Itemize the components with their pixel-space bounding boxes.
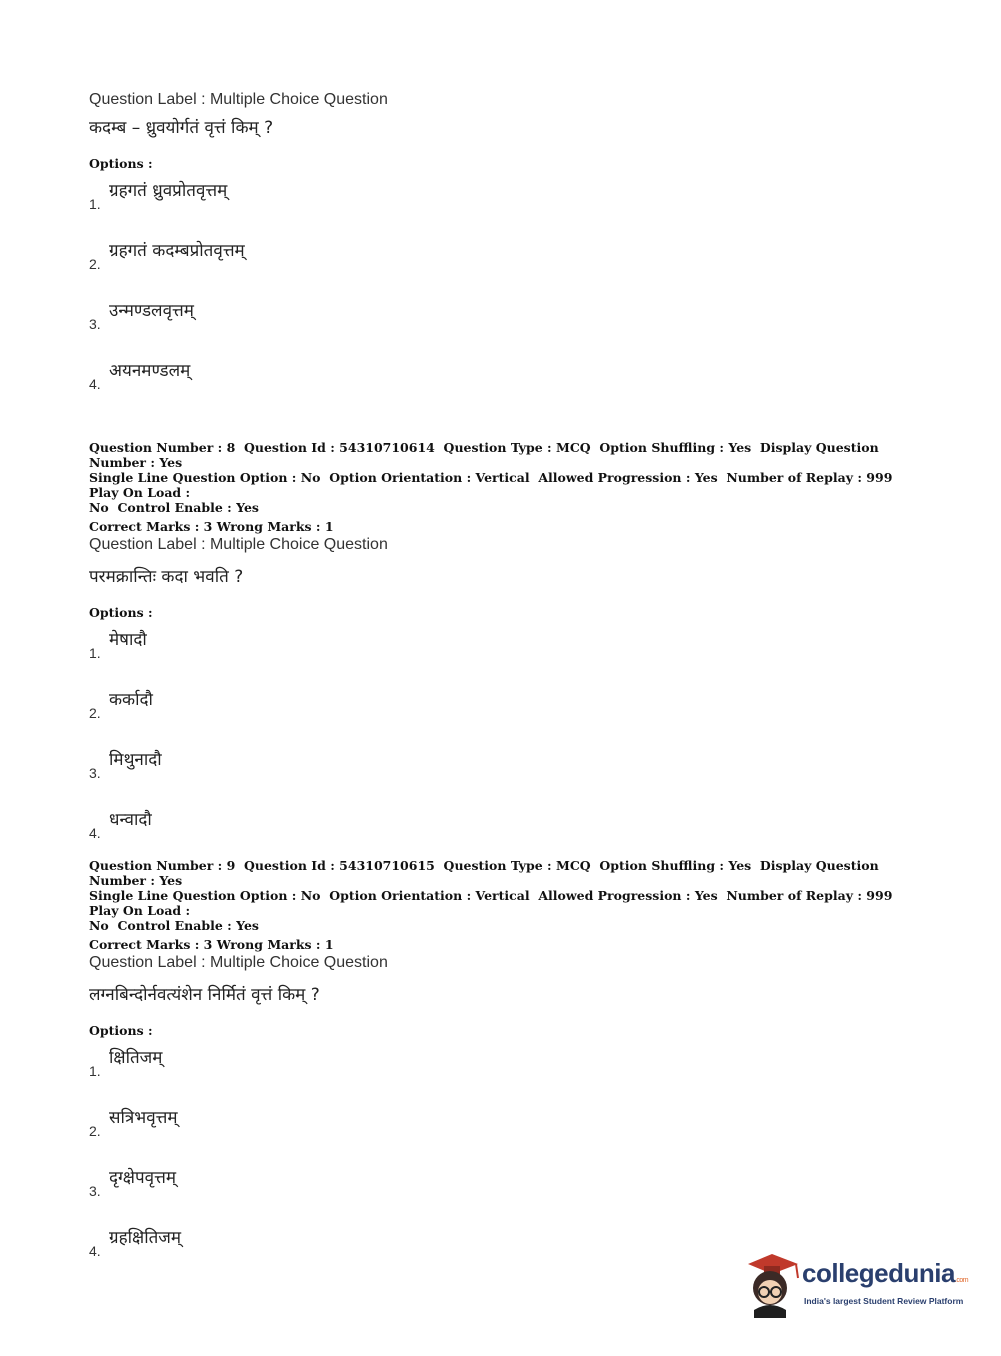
- question-meta: Question Number : 9 Question Id : 54310710615 Question Type : MCQ Option Shuffling : Yes Display Question Number : Yes Single Line Question Option : No Option Orientation : Vertical Allowed Progression : Yes Number of Replay : 999 Play On Load : No Control Enable : Yes: [89, 858, 893, 933]
- option-3: [89, 1159, 929, 1219]
- option-number: 2.: [89, 1123, 101, 1139]
- question-label: Question Label : Multiple Choice Question: [89, 536, 388, 553]
- option-number: 3.: [89, 765, 101, 781]
- question-7: [89, 90, 929, 412]
- option-number: 2.: [89, 705, 101, 721]
- option-text: ग्रहगतं कदम्बप्रोतवृत्तम्: [109, 241, 245, 261]
- question-marks: Correct Marks : 3 Wrong Marks : 1: [89, 519, 334, 534]
- question-9: [89, 858, 929, 1279]
- question-text: कदम्ब – ध्रुवयोर्गतं वृत्तं किम् ?: [89, 118, 274, 138]
- option-number: 4.: [89, 376, 101, 392]
- option-number: 2.: [89, 256, 101, 272]
- option-number: 1.: [89, 1063, 101, 1079]
- option-2: [89, 232, 929, 292]
- option-3: [89, 741, 929, 801]
- option-number: 4.: [89, 1243, 101, 1259]
- option-4: [89, 352, 929, 412]
- question-text: परमक्रान्तिः कदा भवति ?: [89, 567, 244, 587]
- option-text: ग्रहगतं ध्रुवप्रोतवृत्तम्: [109, 181, 228, 201]
- question-marks: Correct Marks : 3 Wrong Marks : 1: [89, 937, 334, 952]
- logo-tagline: India's largest Student Review Platform: [804, 1296, 964, 1306]
- option-text: धन्वादौ: [109, 810, 152, 830]
- option-number: 4.: [89, 825, 101, 841]
- options-heading: Options :: [89, 1023, 153, 1038]
- option-text: क्षितिजम्: [109, 1048, 163, 1068]
- option-number: 1.: [89, 196, 101, 212]
- option-2: [89, 1099, 929, 1159]
- logo-wordmark: collegedunia.com: [802, 1258, 969, 1288]
- option-number: 3.: [89, 316, 101, 332]
- option-text: मिथुनादौ: [109, 750, 162, 770]
- question-8: [89, 440, 929, 861]
- option-text: ग्रहक्षितिजम्: [109, 1228, 182, 1248]
- option-text: अयनमण्डलम्: [109, 361, 191, 381]
- options-heading: Options :: [89, 156, 153, 171]
- option-number: 1.: [89, 645, 101, 661]
- mascot-icon: [742, 1250, 802, 1320]
- option-2: [89, 681, 929, 741]
- option-text: मेषादौ: [109, 630, 147, 650]
- question-label: Question Label : Multiple Choice Question: [89, 954, 388, 971]
- option-text: उन्मण्डलवृत्तम्: [109, 301, 194, 321]
- logo-suffix: .com: [954, 1277, 969, 1284]
- option-text: दृग्क्षेपवृत्तम्: [109, 1168, 177, 1188]
- option-1: [89, 621, 929, 681]
- question-meta: Question Number : 8 Question Id : 54310710614 Question Type : MCQ Option Shuffling : Yes Display Question Number : Yes Single Line Question Option : No Option Orientation : Vertical Allowed Progression : Yes Number of Replay : 999 Play On Load : No Control Enable : Yes: [89, 440, 893, 515]
- option-3: [89, 292, 929, 352]
- option-number: 3.: [89, 1183, 101, 1199]
- option-1: [89, 1039, 929, 1099]
- question-text: लग्नबिन्दोर्नवत्यंशेन निर्मितं वृत्तं किम् ?: [89, 985, 320, 1005]
- option-4: [89, 801, 929, 861]
- options-heading: Options :: [89, 605, 153, 620]
- option-text: कर्कादौ: [109, 690, 153, 710]
- question-label: Question Label : Multiple Choice Question: [89, 91, 388, 108]
- collegedunia-logo[interactable]: [742, 1250, 972, 1320]
- option-1: [89, 172, 929, 232]
- option-text: सत्रिभवृत्तम्: [109, 1108, 178, 1128]
